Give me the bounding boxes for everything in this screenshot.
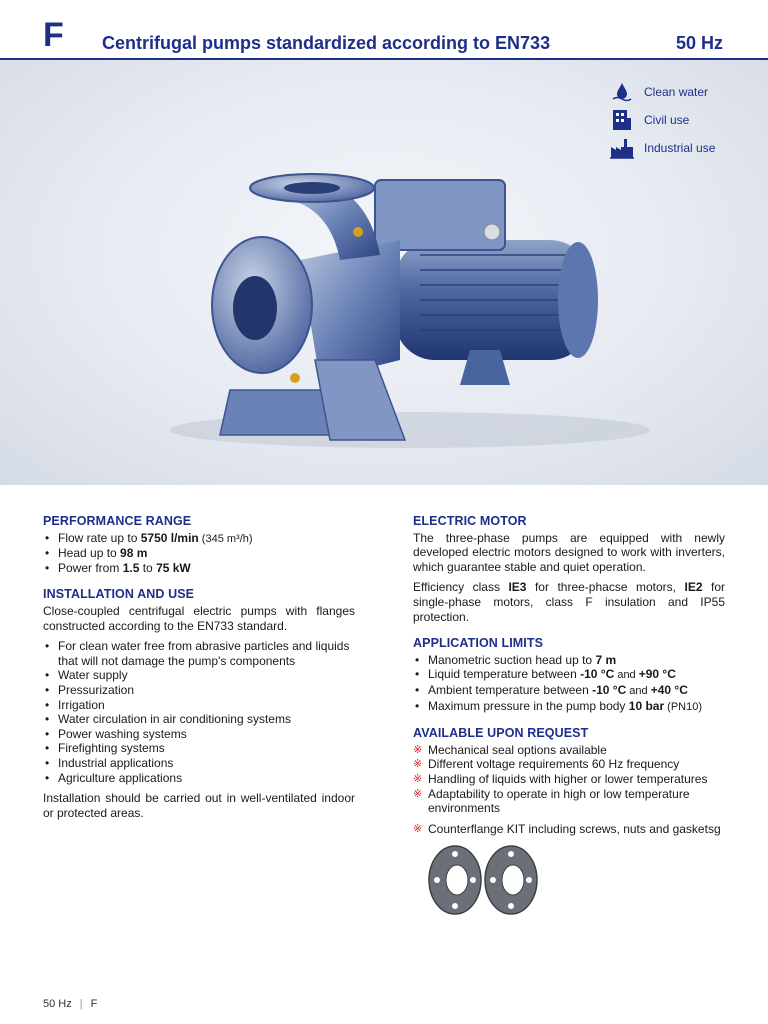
- list-item: • For clean water free from abrasive particles and liquids that will not damage the pump's components: [43, 639, 355, 668]
- counterflange-image: [427, 844, 547, 916]
- list-item: • Water circulation in air conditioning systems: [43, 712, 355, 727]
- request-list: [413, 743, 725, 837]
- motor-efficiency: Efficiency class IE3 for three-phacse motors, IE2 for single-phase motors, class F insulation and IP55 protection.: [413, 580, 725, 624]
- page-title: Centrifugal pumps standardized according to EN733: [102, 33, 551, 53]
- application-icons: [610, 78, 715, 162]
- motor-section: [413, 514, 725, 624]
- installation-intro: Close-coupled centrifugal electric pumps with flanges constructed according to the EN733 standard.: [43, 603, 355, 633]
- list-item: ※ Adaptability to operate in high or low temperature environments: [413, 787, 725, 816]
- use-industrial: [610, 134, 715, 162]
- use-label: Industrial use: [644, 141, 716, 155]
- list-item: • Maximum pressure in the pump body 10 bar (PN10): [413, 699, 725, 715]
- motor-description: The three-phase pumps are equipped with newly developed electric motors designed to work with inverters, which guarantee stable and quiet operation.: [413, 530, 725, 574]
- installation-list: [43, 639, 355, 785]
- list-item: ※ Handling of liquids with higher or lower temperatures: [413, 772, 725, 787]
- footer-separator: |: [79, 998, 83, 1010]
- installation-section: [43, 587, 355, 820]
- water-drop-icon: [610, 81, 634, 103]
- list-item: ※ Mechanical seal options available: [413, 743, 725, 758]
- use-label: Civil use: [644, 113, 690, 127]
- list-item: ※ Counterflange KIT including screws, nuts and gasketsg: [413, 822, 725, 837]
- section-letter: F: [43, 16, 64, 54]
- list-item: • Agriculture applications: [43, 771, 355, 786]
- use-label: Clean water: [644, 85, 709, 99]
- list-item: • Firefighting systems: [43, 741, 355, 756]
- list-item: • Head up to 98 m: [43, 546, 355, 561]
- use-clean-water: [610, 78, 715, 106]
- list-item: • Power washing systems: [43, 727, 355, 742]
- list-item: • Manometric suction head up to 7 m: [413, 653, 725, 668]
- list-item: • Liquid temperature between -10 °C and +90 °C: [413, 667, 725, 683]
- motor-heading: ELECTRIC MOTOR: [413, 514, 527, 528]
- factory-icon: [610, 137, 634, 159]
- installation-heading: INSTALLATION AND USE: [43, 587, 195, 602]
- performance-section: [43, 514, 355, 575]
- page-header: [0, 0, 768, 60]
- performance-list: [43, 531, 355, 576]
- list-item: • Ambient temperature between -10 °C and +40 °C: [413, 683, 725, 699]
- right-column: [413, 514, 725, 932]
- list-item: • Pressurization: [43, 683, 355, 698]
- list-item: • Irrigation: [43, 698, 355, 713]
- footer-frequency: 50 Hz: [43, 998, 72, 1010]
- page-footer: [43, 998, 97, 1010]
- list-item: ※ Different voltage requirements 60 Hz frequency: [413, 757, 725, 772]
- list-item: • Water supply: [43, 668, 355, 683]
- limits-section: [413, 636, 725, 714]
- list-item: • Flow rate up to 5750 l/min (345 m³/h): [43, 531, 355, 547]
- installation-note: Installation should be carried out in well-ventilated indoor or protected areas.: [43, 791, 355, 820]
- performance-heading: PERFORMANCE RANGE: [43, 514, 192, 528]
- list-item: • Power from 1.5 to 75 kW: [43, 561, 355, 576]
- limits-heading: APPLICATION LIMITS: [413, 636, 544, 651]
- list-item: • Industrial applications: [43, 756, 355, 771]
- use-civil: [610, 106, 715, 134]
- building-icon: [610, 109, 634, 131]
- frequency-label: 50 Hz: [675, 33, 723, 53]
- footer-section-letter: F: [90, 998, 98, 1010]
- limits-list: [413, 653, 725, 714]
- request-heading: AVAILABLE UPON REQUEST: [413, 726, 589, 741]
- left-column: [43, 514, 355, 832]
- request-section: [413, 726, 725, 920]
